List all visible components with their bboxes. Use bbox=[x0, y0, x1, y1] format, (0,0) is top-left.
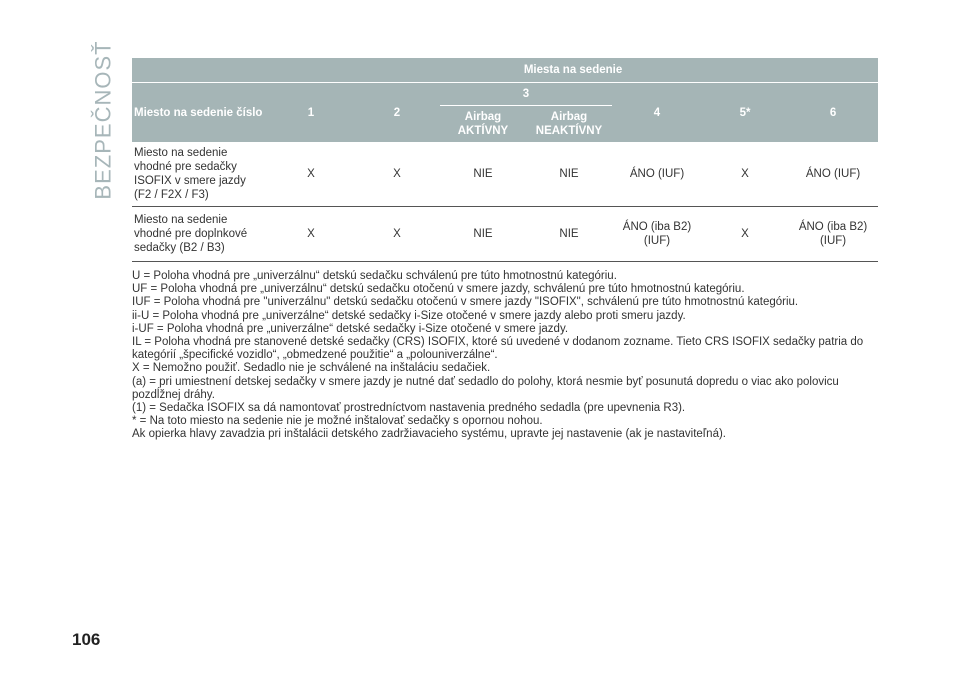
table-header-row bbox=[132, 83, 878, 106]
table-row bbox=[132, 142, 878, 207]
header-seat-4: 4 bbox=[612, 83, 702, 143]
note-line: (a) = pri umiestnení detskej sedačky v smere jazdy je nutné dať sedadlo do polohy, ktorá nesmie byť posunutá dopredu o viac ako polovicu pozdĺžnej dráhy. bbox=[132, 375, 839, 401]
seat-compatibility-table bbox=[132, 58, 878, 262]
table-header-row bbox=[132, 58, 878, 83]
legend-notes bbox=[132, 270, 878, 442]
header-seat-2: 2 bbox=[354, 83, 440, 143]
header-main: Miesta na sedenie bbox=[268, 58, 878, 83]
table-cell: NIE bbox=[526, 142, 612, 207]
table-cell: X bbox=[702, 142, 788, 207]
table-cell: X bbox=[702, 207, 788, 262]
note-line: IUF = Poloha vhodná pre "univerzálnu" detskú sedačku otočenú v smere jazdy "ISOFIX", schválenú pre túto hmotnostnú kategóriu. bbox=[132, 296, 799, 309]
page-number: 106 bbox=[72, 630, 101, 649]
table-cell: X bbox=[268, 142, 354, 207]
header-row-label: Miesto na sedenie číslo bbox=[132, 83, 268, 143]
note-line: * = Na toto miesto na sedenie nie je možné inštalovať sedačky s opornou nohou. bbox=[132, 415, 543, 428]
note-line: i-UF = Poloha vhodná pre „univerzálne“ detské sedačky i-Size otočené v smere jazdy. bbox=[132, 322, 569, 335]
header-seat-3-airbag-active: Airbag AKTÍVNY bbox=[440, 106, 526, 143]
note-line: (1) = Sedačka ISOFIX sa dá namontovať prostredníctvom nastavenia predného sedadla (pre upevnenia R3). bbox=[132, 402, 686, 415]
table-cell: ÁNO (iba B2) (IUF) bbox=[612, 207, 702, 262]
note-line: Ak opierka hlavy zavadzia pri inštalácii detského zadržiavacieho systému, upravte jej nastavenie (ak je nastaviteľná). bbox=[132, 428, 726, 441]
table-cell: ÁNO (IUF) bbox=[788, 142, 878, 207]
header-spacer bbox=[132, 58, 268, 83]
section-title-text: BEZPEČNOSŤ bbox=[91, 40, 117, 200]
table-cell: NIE bbox=[526, 207, 612, 262]
table-cell: ÁNO (IUF) bbox=[612, 142, 702, 207]
header-seat-6: 6 bbox=[788, 83, 878, 143]
header-seat-5: 5* bbox=[702, 83, 788, 143]
table-cell: X bbox=[354, 142, 440, 207]
table-cell: NIE bbox=[440, 207, 526, 262]
row-label: Miesto na sedenie vhodné pre doplnkové sedačky (B2 / B3) bbox=[132, 207, 268, 262]
table-row bbox=[132, 207, 878, 262]
header-seat-3-airbag-inactive: Airbag NEAKTÍVNY bbox=[526, 106, 612, 143]
table-cell: X bbox=[268, 207, 354, 262]
table-cell: NIE bbox=[440, 142, 526, 207]
row-label: Miesto na sedenie vhodné pre sedačky ISOFIX v smere jazdy (F2 / F2X / F3) bbox=[132, 142, 268, 207]
table-cell: ÁNO (iba B2) (IUF) bbox=[788, 207, 878, 262]
note-line: U = Poloha vhodná pre „univerzálnu“ detskú sedačku schválenú pre túto hmotnostnú kategóriu. bbox=[132, 270, 617, 282]
header-seat-1: 1 bbox=[268, 83, 354, 143]
note-line: IL = Poloha vhodná pre stanovené detské sedačky (CRS) ISOFIX, ktoré sú uvedené v dodanom zozname. Tieto CRS ISOFIX sedačky patria do kategórií „špecifické vozidlo“, „obmedzené použitie“ a „polouniverzálne“. bbox=[132, 336, 864, 362]
note-line: X = Nemožno použiť. Sedadlo nie je schválené na inštaláciu sedačiek. bbox=[132, 362, 491, 375]
section-title bbox=[84, 40, 124, 200]
note-line: UF = Poloha vhodná pre „univerzálnu“ detskú sedačku otočenú v smere jazdy, schválenú pre túto hmotnostnú kategóriu. bbox=[132, 283, 745, 296]
header-seat-3: 3 bbox=[440, 83, 612, 106]
note-line: ii-U = Poloha vhodná pre „univerzálne“ detské sedačky i-Size otočené v smere jazdy alebo proti smeru jazdy. bbox=[132, 309, 686, 322]
table-cell: X bbox=[354, 207, 440, 262]
